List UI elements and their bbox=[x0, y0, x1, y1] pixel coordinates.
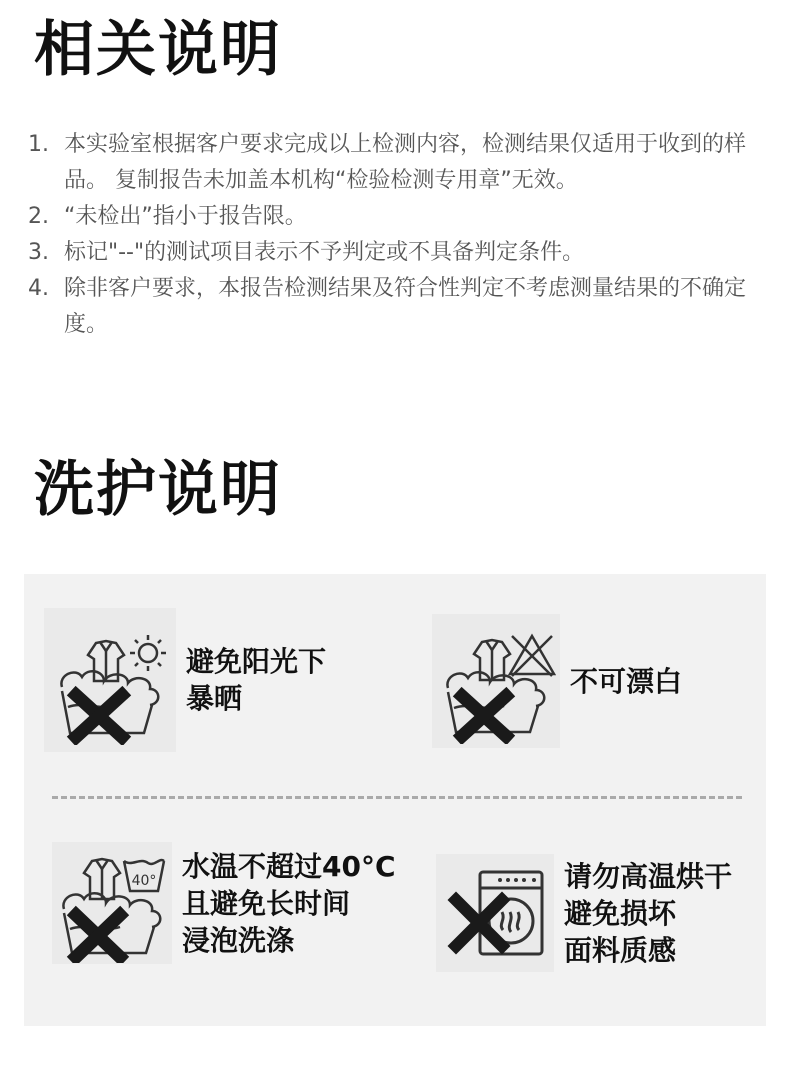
no-tumble-dry-icon bbox=[436, 854, 554, 972]
list-item: 3. 标记"--"的测试项目表示不予判定或不具备判定条件。 bbox=[28, 240, 585, 265]
care-label-no-bleach: 不可漂白 bbox=[570, 664, 683, 698]
wash-40-icon bbox=[52, 842, 172, 964]
notes-title: 相关说明 bbox=[34, 15, 282, 85]
no-sun-icon bbox=[44, 608, 176, 752]
care-item-no-bleach bbox=[432, 614, 682, 748]
dashed-divider bbox=[52, 796, 742, 799]
wash-temp-text: 40° bbox=[131, 873, 157, 889]
care-item-wash-40 bbox=[52, 842, 396, 964]
list-item: 4. 除非客户要求，本报告检测结果及符合性判定不考虑测量结果的不确定度。 bbox=[28, 276, 747, 337]
care-title: 洗护说明 bbox=[34, 455, 282, 525]
care-item-no-sun bbox=[44, 608, 326, 752]
care-label-no-sun: 避免阳光下 暴晒 bbox=[186, 645, 327, 715]
care-label-wash-40: 水温不超过40°C 且避免长时间 浸泡洗涤 bbox=[182, 849, 396, 957]
notes-list bbox=[28, 127, 768, 343]
no-bleach-icon bbox=[432, 614, 560, 748]
care-item-no-tumble-dry bbox=[436, 854, 732, 972]
list-item: 2. “未检出”指小于报告限。 bbox=[28, 204, 307, 229]
care-instructions-panel bbox=[24, 574, 766, 1026]
care-label-no-tumble-dry: 请勿高温烘干 避免损坏 面料质感 bbox=[564, 859, 733, 967]
list-item: 1. 本实验室根据客户要求完成以上检测内容，检测结果仅适用于收到的样品。 复制报告未加盖本机构“检验检测专用章”无效。 bbox=[28, 132, 747, 193]
